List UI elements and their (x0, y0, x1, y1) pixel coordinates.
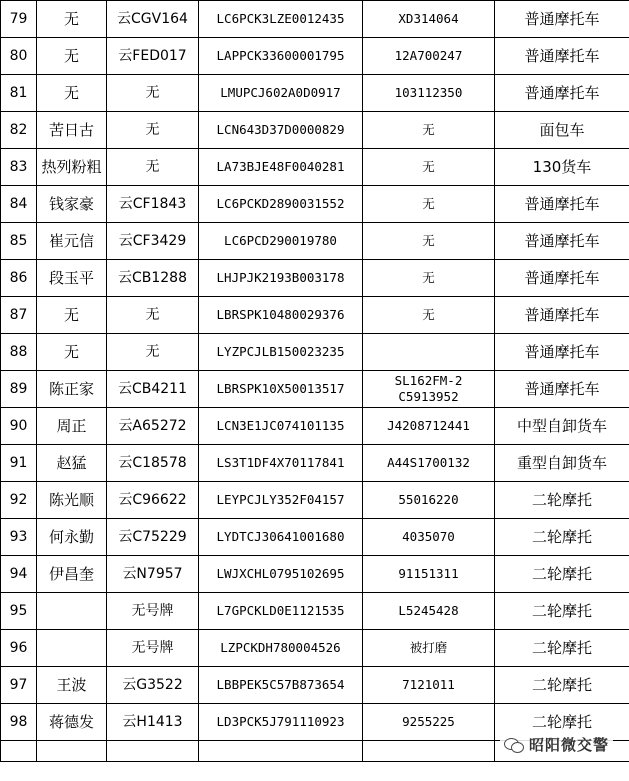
plate-number-cell: 云CF3429 (107, 223, 199, 260)
vehicle-type-cell: 普通摩托车 (495, 260, 629, 297)
plate-number-cell: 云CF1843 (107, 186, 199, 223)
watermark (500, 732, 613, 757)
vin-number-cell: LYZPCJLB150023235 (199, 334, 363, 371)
empty-cell (37, 741, 107, 762)
vin-number-cell: LEYPCJLY352F04157 (199, 482, 363, 519)
engine-number-cell: 无 (363, 297, 495, 334)
table-row (1, 260, 629, 297)
vin-number-cell: LA73BJE48F0040281 (199, 149, 363, 186)
engine-number-cell: 无 (363, 223, 495, 260)
vin-number-cell: LMUPCJ602A0D0917 (199, 75, 363, 112)
table-row (1, 186, 629, 223)
row-number-cell: 95 (1, 593, 37, 630)
vin-number-cell: LD3PCK5J791110923 (199, 704, 363, 741)
owner-name-cell: 钱家豪 (37, 186, 107, 223)
row-number-cell: 81 (1, 75, 37, 112)
plate-number-cell: 云C96622 (107, 482, 199, 519)
plate-number-cell: 无 (107, 334, 199, 371)
empty-cell (363, 741, 495, 762)
owner-name-cell: 无 (37, 334, 107, 371)
plate-number-cell: 云A65272 (107, 408, 199, 445)
table-row (1, 38, 629, 75)
vin-number-cell: LWJXCHL0795102695 (199, 556, 363, 593)
engine-number-cell: 12A700247 (363, 38, 495, 75)
owner-name-cell: 无 (37, 1, 107, 38)
plate-number-cell: 无 (107, 149, 199, 186)
table-row (1, 630, 629, 667)
engine-number-cell: J4208712441 (363, 408, 495, 445)
engine-number-cell: 无 (363, 149, 495, 186)
watermark-text: 昭阳微交警 (528, 736, 609, 754)
engine-number-cell: 7121011 (363, 667, 495, 704)
vehicle-type-cell: 二轮摩托 (495, 704, 629, 741)
row-number-cell: 98 (1, 704, 37, 741)
table-row (1, 667, 629, 704)
owner-name-cell: 伊昌奎 (37, 556, 107, 593)
row-number-cell: 88 (1, 334, 37, 371)
table-row (1, 556, 629, 593)
owner-name-cell: 陈光顺 (37, 482, 107, 519)
row-number-cell: 89 (1, 371, 37, 408)
vehicle-type-cell: 普通摩托车 (495, 297, 629, 334)
table-row (1, 445, 629, 482)
plate-number-cell: 无 (107, 75, 199, 112)
engine-number-cell: 91151311 (363, 556, 495, 593)
table-row (1, 1, 629, 38)
vehicle-type-cell: 二轮摩托 (495, 630, 629, 667)
row-number-cell: 85 (1, 223, 37, 260)
vin-number-cell: LCN3E1JC074101135 (199, 408, 363, 445)
vin-number-cell: LC6PCD290019780 (199, 223, 363, 260)
vin-number-cell: LBBPEK5C57B873654 (199, 667, 363, 704)
vehicle-type-cell: 普通摩托车 (495, 223, 629, 260)
owner-name-cell: 无 (37, 75, 107, 112)
row-number-cell: 82 (1, 112, 37, 149)
row-number-cell: 84 (1, 186, 37, 223)
plate-number-cell: 无 (107, 112, 199, 149)
plate-number-cell: 云CGV164 (107, 1, 199, 38)
plate-number-cell: 云N7957 (107, 556, 199, 593)
plate-number-cell: 无号牌 (107, 630, 199, 667)
vehicle-type-cell: 普通摩托车 (495, 186, 629, 223)
plate-number-cell: 云FED017 (107, 38, 199, 75)
vehicle-type-cell: 重型自卸货车 (495, 445, 629, 482)
owner-name-cell (37, 630, 107, 667)
owner-name-cell: 王波 (37, 667, 107, 704)
vin-number-cell: LYDTCJ30641001680 (199, 519, 363, 556)
row-number-cell: 86 (1, 260, 37, 297)
row-number-cell: 83 (1, 149, 37, 186)
vin-number-cell: LBRSPK10480029376 (199, 297, 363, 334)
plate-number-cell: 云C75229 (107, 519, 199, 556)
engine-number-cell: XD314064 (363, 1, 495, 38)
plate-number-cell: 云CB1288 (107, 260, 199, 297)
row-number-cell: 87 (1, 297, 37, 334)
vehicle-type-cell: 130货车 (495, 149, 629, 186)
engine-number-cell: 无 (363, 186, 495, 223)
plate-number-cell: 无号牌 (107, 593, 199, 630)
plate-number-cell: 云G3522 (107, 667, 199, 704)
engine-number-cell: SL162FM-2 C5913952 (363, 371, 495, 408)
owner-name-cell: 周正 (37, 408, 107, 445)
vehicle-type-cell: 普通摩托车 (495, 38, 629, 75)
empty-cell (107, 741, 199, 762)
plate-number-cell: 云C18578 (107, 445, 199, 482)
row-number-cell: 97 (1, 667, 37, 704)
row-number-cell: 92 (1, 482, 37, 519)
table-row (1, 112, 629, 149)
empty-cell (199, 741, 363, 762)
owner-name-cell: 何永勤 (37, 519, 107, 556)
vehicle-type-cell: 面包车 (495, 112, 629, 149)
table-row (1, 408, 629, 445)
owner-name-cell: 陈正家 (37, 371, 107, 408)
row-number-cell: 93 (1, 519, 37, 556)
table-row (1, 482, 629, 519)
vin-number-cell: LCN643D37D0000829 (199, 112, 363, 149)
table-row (1, 149, 629, 186)
vin-number-cell: LC6PCKD2890031552 (199, 186, 363, 223)
table-row (1, 297, 629, 334)
vin-number-cell: L7GPCKLD0E1121535 (199, 593, 363, 630)
vin-number-cell: LC6PCK3LZE0012435 (199, 1, 363, 38)
engine-number-cell: 无 (363, 260, 495, 297)
owner-name-cell: 赵猛 (37, 445, 107, 482)
wechat-icon (504, 737, 524, 753)
row-number-cell: 96 (1, 630, 37, 667)
owner-name-cell: 热列粉粗 (37, 149, 107, 186)
vin-number-cell: LHJPJK2193B003178 (199, 260, 363, 297)
plate-number-cell: 云CB4211 (107, 371, 199, 408)
table-row (1, 334, 629, 371)
row-number-cell: 94 (1, 556, 37, 593)
vin-number-cell: LZPCKDH780004526 (199, 630, 363, 667)
vin-number-cell: LAPPCK33600001795 (199, 38, 363, 75)
engine-number-cell: 4035070 (363, 519, 495, 556)
vehicle-type-cell: 二轮摩托 (495, 667, 629, 704)
empty-cell (1, 741, 37, 762)
engine-number-cell: 无 (363, 112, 495, 149)
table-row (1, 223, 629, 260)
row-number-cell: 80 (1, 38, 37, 75)
engine-number-cell: 被打磨 (363, 630, 495, 667)
owner-name-cell (37, 593, 107, 630)
engine-number-cell: 55016220 (363, 482, 495, 519)
table-row (1, 75, 629, 112)
table-row (1, 593, 629, 630)
owner-name-cell: 无 (37, 297, 107, 334)
plate-number-cell: 无 (107, 297, 199, 334)
row-number-cell: 79 (1, 1, 37, 38)
vehicle-type-cell: 普通摩托车 (495, 371, 629, 408)
vin-number-cell: LS3T1DF4X70117841 (199, 445, 363, 482)
plate-number-cell: 云H1413 (107, 704, 199, 741)
engine-number-cell: 103112350 (363, 75, 495, 112)
owner-name-cell: 段玉平 (37, 260, 107, 297)
row-number-cell: 91 (1, 445, 37, 482)
engine-number-cell: A44S1700132 (363, 445, 495, 482)
vehicle-type-cell: 普通摩托车 (495, 75, 629, 112)
vehicle-type-cell: 普通摩托车 (495, 334, 629, 371)
owner-name-cell: 崔元信 (37, 223, 107, 260)
vehicle-type-cell: 普通摩托车 (495, 1, 629, 38)
vehicle-type-cell: 二轮摩托 (495, 556, 629, 593)
vehicle-type-cell: 二轮摩托 (495, 593, 629, 630)
engine-number-cell: 9255225 (363, 704, 495, 741)
vehicle-type-cell: 中型自卸货车 (495, 408, 629, 445)
table-row (1, 371, 629, 408)
owner-name-cell: 苦日古 (37, 112, 107, 149)
vehicle-table-body (1, 1, 629, 762)
owner-name-cell: 蒋德发 (37, 704, 107, 741)
row-number-cell: 90 (1, 408, 37, 445)
owner-name-cell: 无 (37, 38, 107, 75)
engine-number-cell (363, 334, 495, 371)
vehicle-type-cell: 二轮摩托 (495, 519, 629, 556)
vin-number-cell: LBRSPK10X50013517 (199, 371, 363, 408)
table-row (1, 519, 629, 556)
vehicle-type-cell: 二轮摩托 (495, 482, 629, 519)
engine-number-cell: L5245428 (363, 593, 495, 630)
